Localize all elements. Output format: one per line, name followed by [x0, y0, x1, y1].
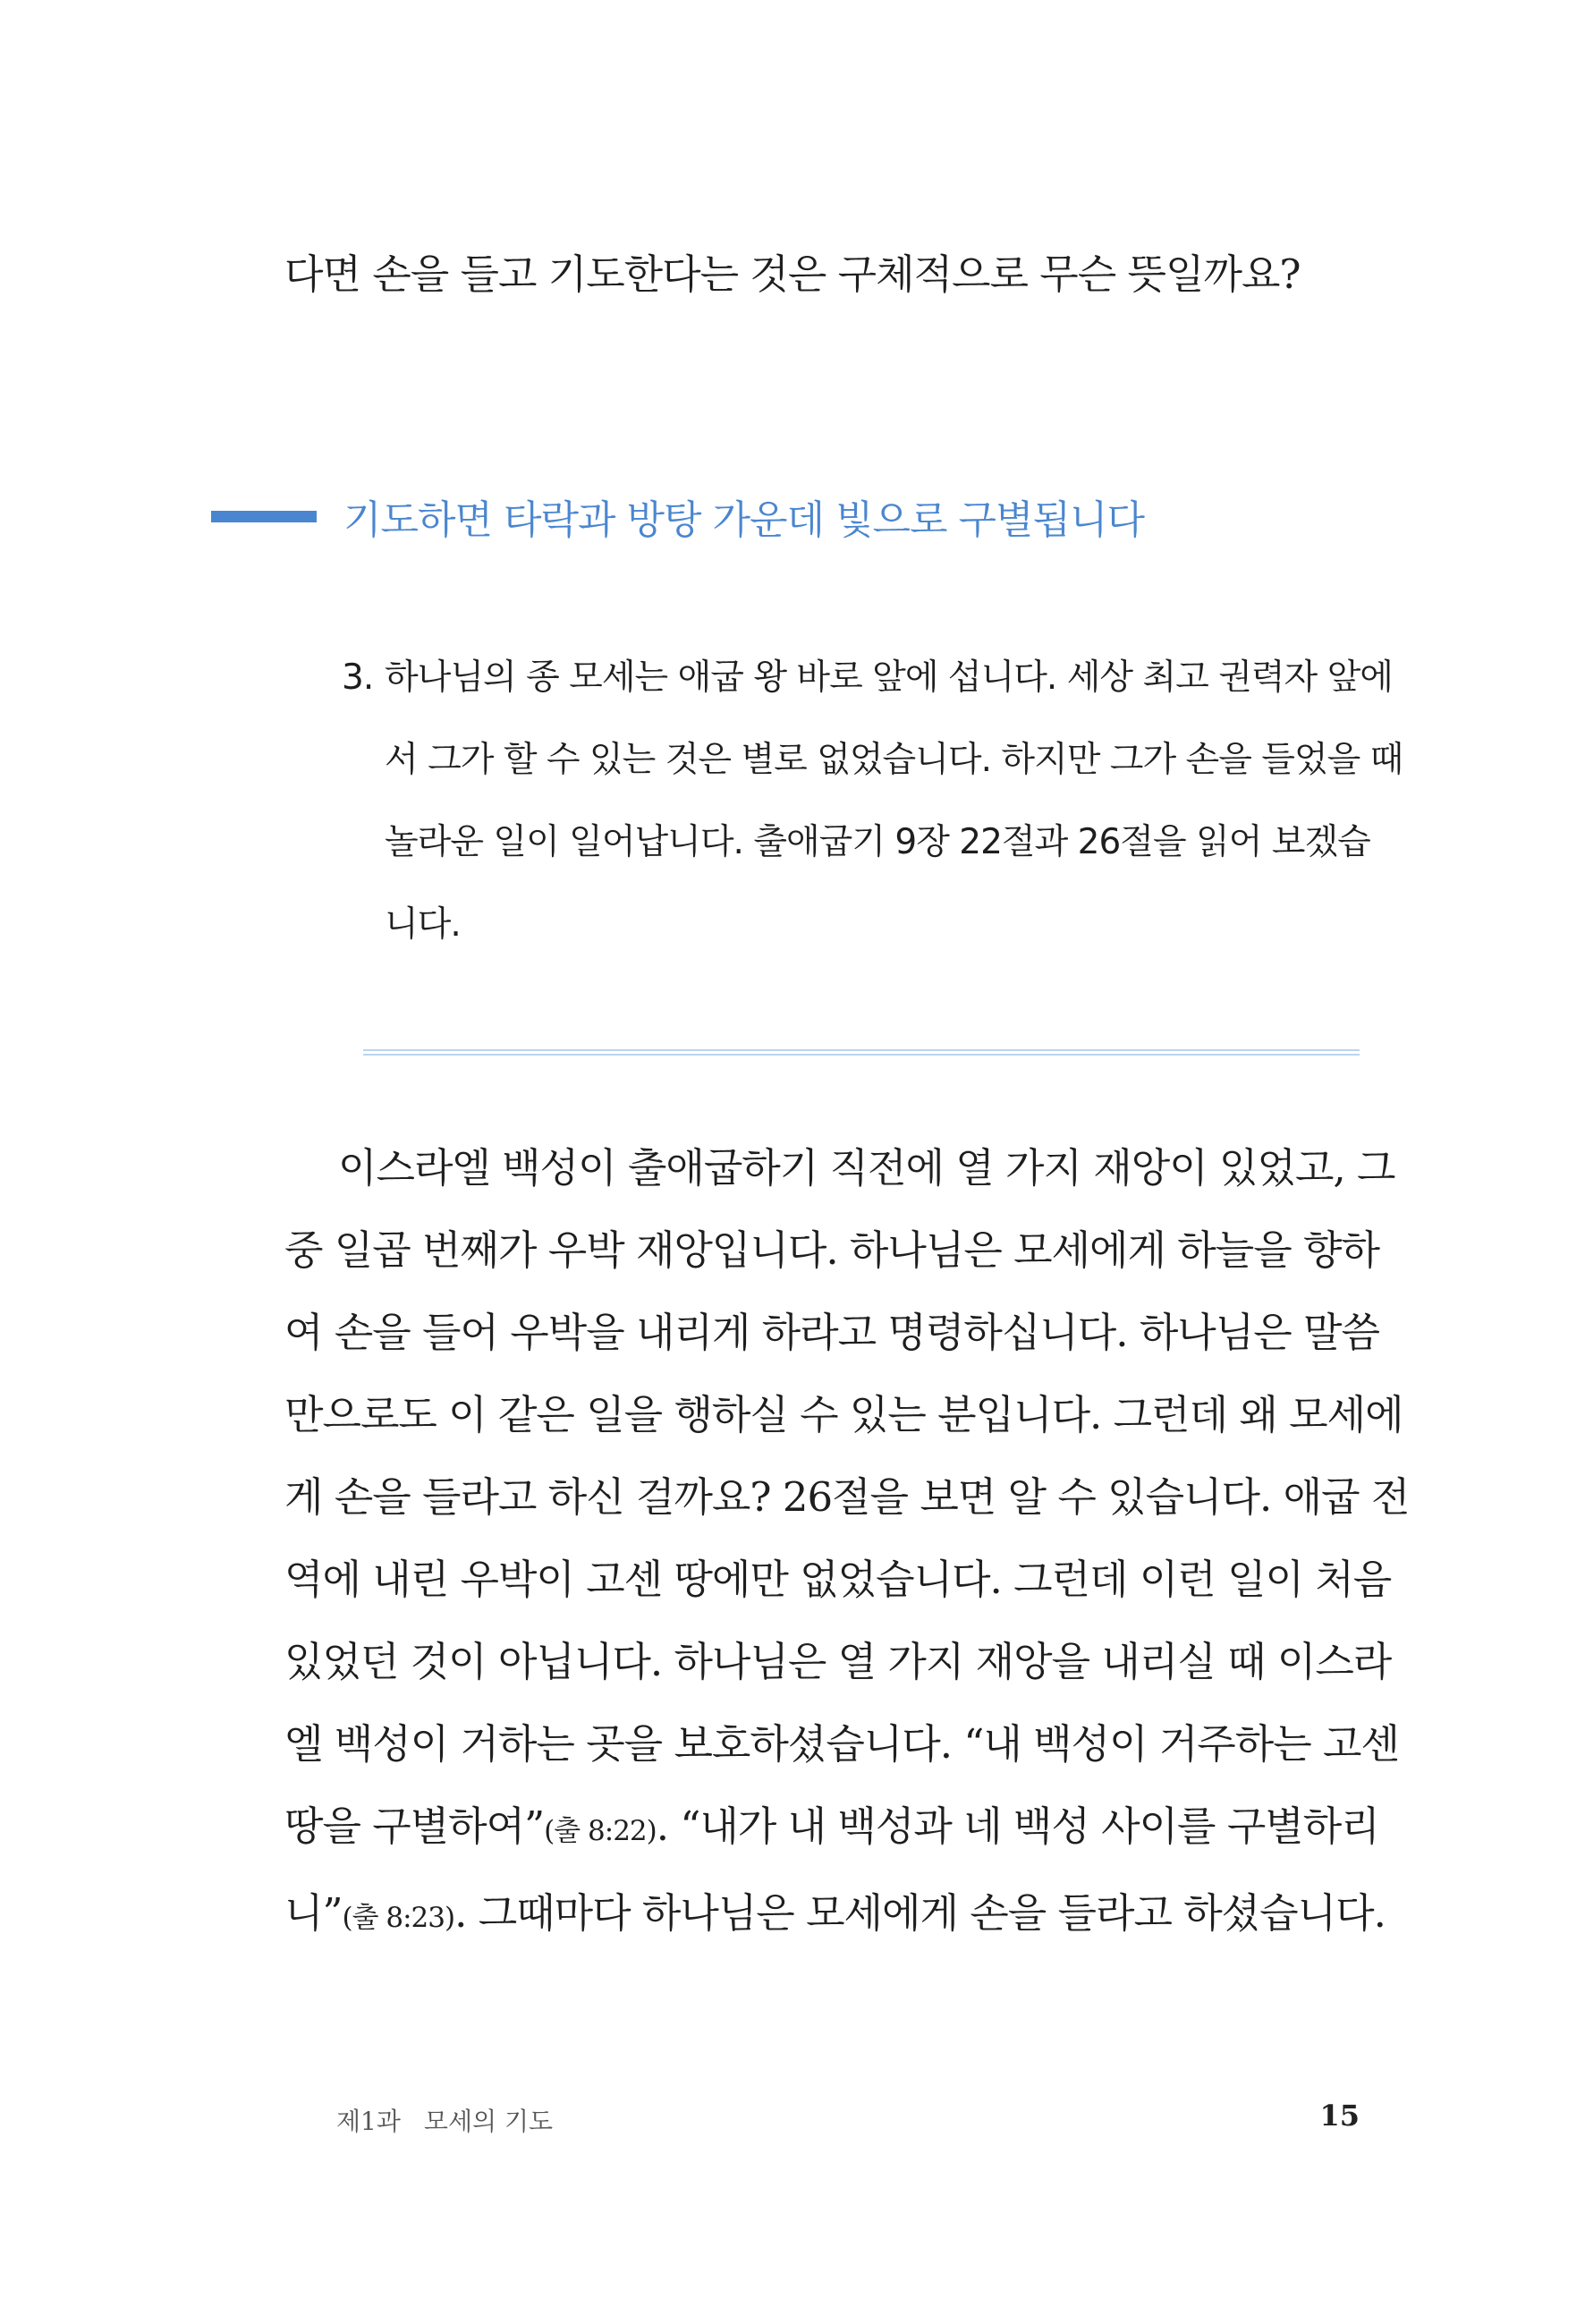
body-line: 역에 내린 우박이 고센 땅에만 없었습니다. 그런데 이런 일이 처음: [284, 1556, 1392, 1603]
body-line: 엘 백성이 거하는 곳을 보호하셨습니다. “내 백성이 거주하는 고센: [284, 1720, 1399, 1768]
scripture-reference: (출 8:22): [544, 1815, 657, 1847]
chapter-title: 모세의 기도: [423, 2107, 554, 2136]
question-number: 3.: [342, 657, 374, 698]
body-line: 땅을 구별하여”(출 8:22). “내가 내 백성과 네 백성 사이를 구별하리: [284, 1802, 1379, 1850]
chapter-label: 제1과: [336, 2107, 401, 2136]
section-heading-text: 기도하면 타락과 방탕 가운데 빛으로 구별됩니다: [343, 497, 1145, 543]
question-line: 서 그가 할 수 있는 것은 별로 없었습니다. 하지만 그가 손을 들었을 때: [385, 740, 1403, 780]
intro-text: 다면 손을 들고 기도한다는 것은 구체적으로 무슨 뜻일까요?: [284, 250, 1301, 298]
heading-bar: [211, 511, 317, 522]
question-line: 니다.: [385, 904, 461, 945]
body-line: 니”(출 8:23). 그때마다 하나님은 모세에게 손을 들라고 하셨습니다.: [284, 1889, 1386, 1937]
scripture-reference: (출 8:23): [342, 1902, 455, 1934]
body-line: 여 손을 들어 우박을 내리게 하라고 명령하십니다. 하나님은 말씀: [284, 1309, 1379, 1356]
page-number: 15: [1319, 2099, 1360, 2133]
body-line: 만으로도 이 같은 일을 행하실 수 있는 분입니다. 그런데 왜 모세에: [284, 1391, 1403, 1438]
section-divider: [363, 1049, 1360, 1056]
section-heading: [211, 483, 1144, 549]
body-paragraph: [284, 1127, 1410, 1959]
discussion-question: [342, 637, 1403, 966]
body-line: 중 일곱 번째가 우박 재앙입니다. 하나님은 모세에게 하늘을 향하: [284, 1226, 1379, 1274]
body-line: 이스라엘 백성이 출애굽하기 직전에 열 가지 재앙이 있었고, 그: [338, 1144, 1395, 1192]
running-footer: [336, 2102, 553, 2138]
body-line: 있었던 것이 아닙니다. 하나님은 열 가지 재앙을 내리실 때 이스라: [284, 1638, 1392, 1685]
question-line: 놀라운 일이 일어납니다. 출애굽기 9장 22절과 26절을 읽어 보겠습: [385, 822, 1370, 862]
question-line: 3. 하나님의 종 모세는 애굽 왕 바로 앞에 섭니다. 세상 최고 권력자 앞에: [342, 637, 1361, 719]
body-line: 게 손을 들라고 하신 걸까요? 26절을 보면 알 수 있습니다. 애굽 전: [284, 1473, 1410, 1521]
